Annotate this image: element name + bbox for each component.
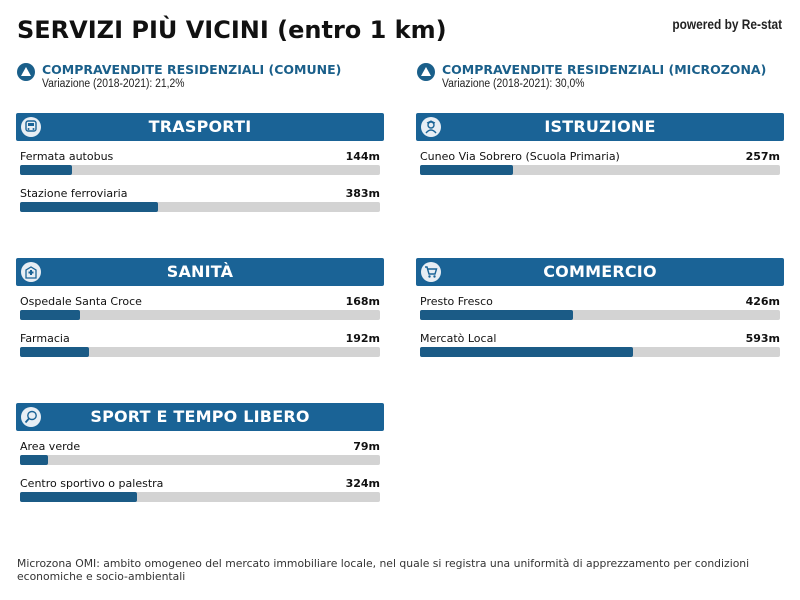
service-name: Presto Fresco: [420, 295, 493, 308]
card-header: [16, 403, 384, 431]
service-name: Fermata autobus: [20, 150, 114, 163]
list-item: [20, 286, 380, 323]
distance-bar: [20, 347, 380, 357]
trend-variation: Variazione (2018-2021): 21,2%: [42, 78, 185, 90]
service-distance: 168m: [345, 295, 380, 308]
list-item: [20, 141, 380, 178]
card-header: [416, 258, 784, 286]
distance-bar: [420, 347, 780, 357]
distance-bar: [420, 310, 780, 320]
trend-label: COMPRAVENDITE RESIDENZIALI (MICROZONA): [442, 62, 767, 77]
card-title: TRASPORTI: [148, 117, 252, 136]
service-distance: 593m: [745, 332, 780, 345]
service-distance: 79m: [353, 440, 380, 453]
card-header: [16, 258, 384, 286]
trend-up-icon: [17, 63, 35, 81]
card-istruzione: [416, 113, 784, 178]
distance-bar: [20, 202, 380, 212]
distance-bar: [20, 455, 380, 465]
card-title: ISTRUZIONE: [544, 117, 656, 136]
service-distance: 257m: [745, 150, 780, 163]
card-trasporti: [16, 113, 384, 215]
card-title: COMMERCIO: [543, 262, 657, 281]
card-header: [416, 113, 784, 141]
powered-by-logo: powered by Re-stat: [672, 16, 782, 32]
distance-bar-fill: [420, 310, 573, 320]
trend-microzona: [417, 62, 797, 94]
list-item: [420, 286, 780, 323]
service-distance: 144m: [345, 150, 380, 163]
footnote: Microzona OMI: ambito omogeneo del mercato immobiliare locale, nel quale si registra una uniformità di apprezzamento per condizioni economiche e socio-ambientali: [17, 557, 750, 583]
service-name: Mercatò Local: [420, 332, 497, 345]
card-commercio: [416, 258, 784, 360]
list-item: [20, 468, 380, 505]
card-sport: [16, 403, 384, 505]
service-distance: 426m: [745, 295, 780, 308]
service-distance: 324m: [345, 477, 380, 490]
service-name: Centro sportivo o palestra: [20, 477, 164, 490]
service-name: Farmacia: [20, 332, 70, 345]
distance-bar-fill: [20, 492, 137, 502]
distance-bar: [20, 492, 380, 502]
list-item: [20, 178, 380, 215]
service-distance: 192m: [345, 332, 380, 345]
list-item: [20, 431, 380, 468]
distance-bar: [20, 165, 380, 175]
page-title: SERVIZI PIÙ VICINI (entro 1 km): [17, 16, 447, 44]
card-sanita: [16, 258, 384, 360]
distance-bar-fill: [420, 165, 513, 175]
distance-bar: [20, 310, 380, 320]
service-name: Area verde: [20, 440, 81, 453]
distance-bar-fill: [20, 202, 158, 212]
distance-bar: [420, 165, 780, 175]
trend-variation: Variazione (2018-2021): 30,0%: [442, 78, 585, 90]
card-title: SANITÀ: [166, 262, 234, 281]
distance-bar-fill: [20, 165, 72, 175]
list-item: [420, 141, 780, 178]
distance-bar-fill: [20, 310, 80, 320]
card-header: [16, 113, 384, 141]
service-distance: 383m: [345, 187, 380, 200]
list-item: [420, 323, 780, 360]
distance-bar-fill: [420, 347, 633, 357]
trend-comune: [17, 62, 397, 94]
card-title: SPORT E TEMPO LIBERO: [90, 407, 310, 426]
trend-label: COMPRAVENDITE RESIDENZIALI (COMUNE): [42, 62, 342, 77]
service-name: Ospedale Santa Croce: [20, 295, 142, 308]
list-item: [20, 323, 380, 360]
distance-bar-fill: [20, 455, 48, 465]
service-name: Cuneo Via Sobrero (Scuola Primaria): [420, 150, 620, 163]
trend-up-icon: [417, 63, 435, 81]
service-name: Stazione ferroviaria: [20, 187, 128, 200]
distance-bar-fill: [20, 347, 89, 357]
